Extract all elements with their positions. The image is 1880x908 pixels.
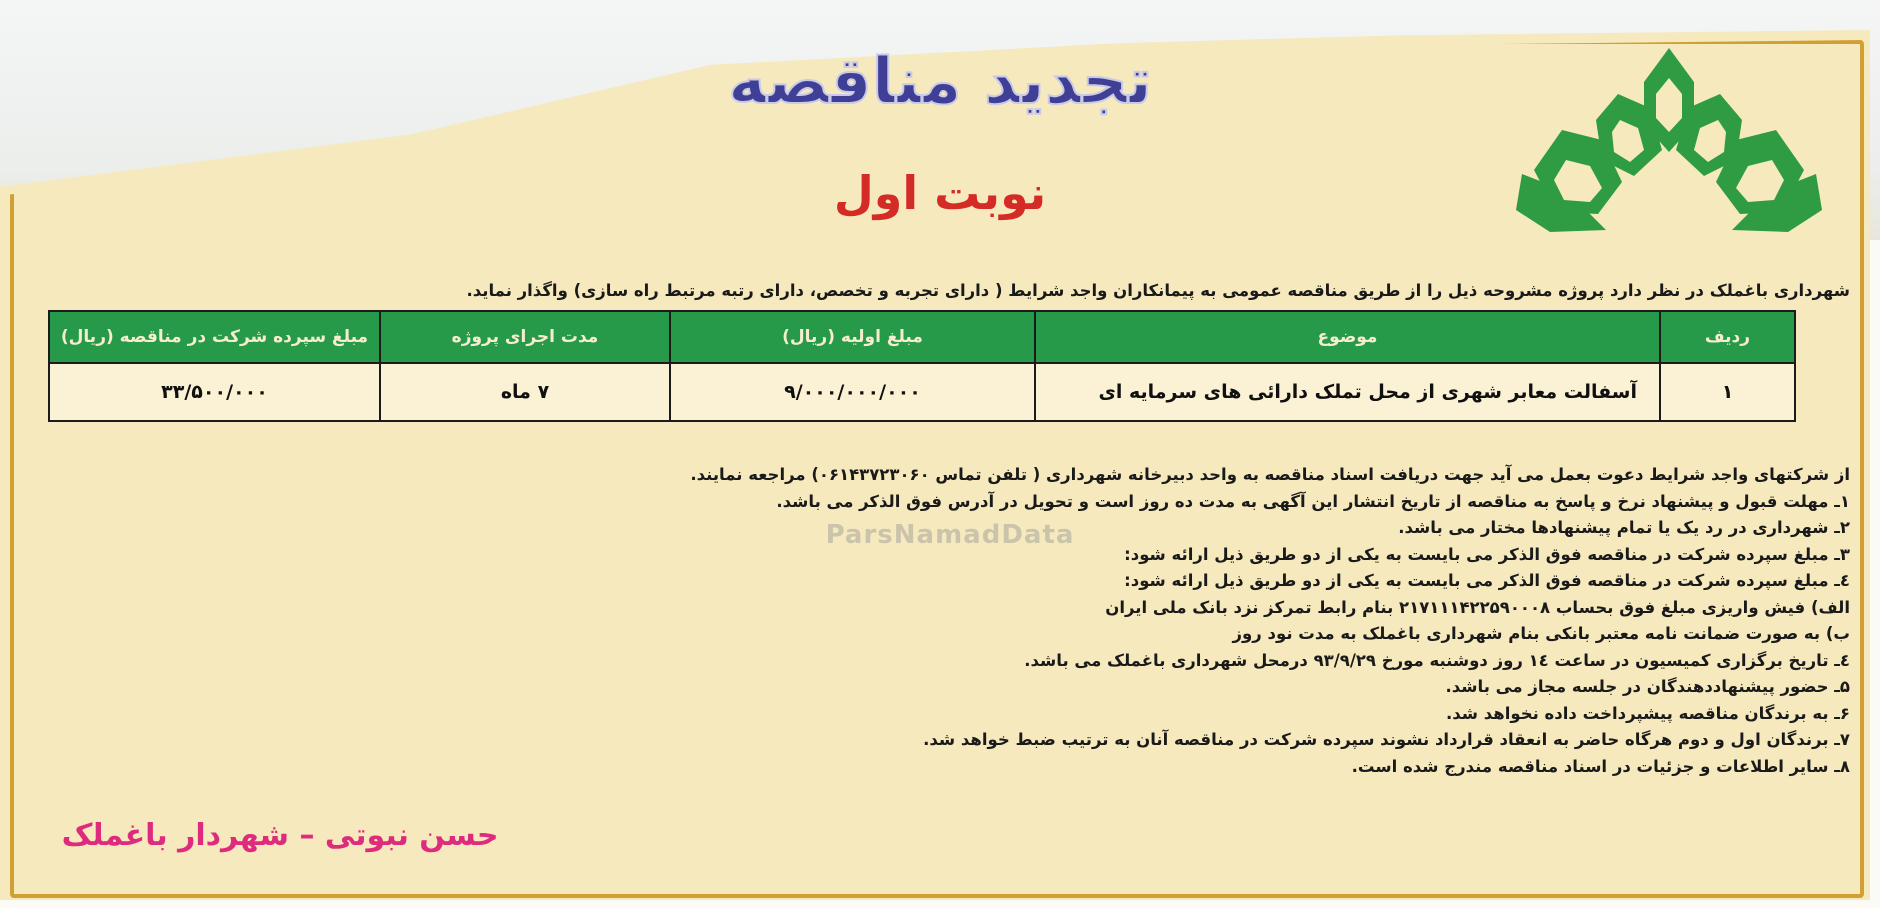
conditions-list (30, 462, 1850, 780)
watermark: ParsNamadData (825, 520, 1075, 550)
header-initial-amount: مبلغ اولیه (ریال) (670, 311, 1035, 363)
condition-line: ٤ـ مبلغ سپرده شرکت در مناقصه فوق الذکر می بایست به یکی از دو طریق ذیل ارائه شود: (1124, 571, 1850, 590)
table-row (49, 363, 1795, 421)
header-subject: موضوع (1035, 311, 1660, 363)
cell-subject: آسفالت معابر شهری از محل تملک دارائی های سرمایه ای (1035, 363, 1660, 421)
condition-line: ۳ـ مبلغ سپرده شرکت در مناقصه فوق الذکر می بایست به یکی از دو طریق ذیل ارائه شود: (1124, 544, 1850, 564)
header-row-no: ردیف (1660, 311, 1795, 363)
condition-line: الف) فیش واریزی مبلغ فوق بحساب ۲۱۷۱۱۱۴۲۲۵۹۰۰۰۸ بنام رابط تمرکز نزد بانک ملی ایران (1105, 597, 1850, 617)
tender-table-header (49, 311, 1795, 363)
condition-line: ۸ـ سایر اطلاعات و جزئیات در اسناد مناقصه مندرج شده است. (1351, 756, 1850, 776)
mayor-signature: حسن نبوتی – شهردار باغملک (61, 818, 499, 853)
cell-row-no: ۱ (1660, 363, 1795, 421)
cell-duration: ۷ ماه (380, 363, 670, 421)
condition-line: از شرکتهای واجد شرایط دعوت بعمل می آید جهت دریافت اسناد مناقصه به واحد دبیرخانه شهرداری ( تلفن تماس ۰۶۱۴۳۷۲۳۰۶۰) مراجعه نمایند. (690, 465, 1850, 484)
header-duration: مدت اجرای پروژه (380, 311, 670, 363)
condition-line: ٤ـ تاریخ برگزاری کمیسیون در ساعت ۱٤ روز دوشنبه مورخ ۹۳/۹/۲۹ درمحل شهرداری باغملک می باشد. (1024, 650, 1850, 670)
header-deposit: مبلغ سپرده شرکت در مناقصه (ریال) (49, 311, 380, 363)
condition-line: ۲ـ شهرداری در رد یک یا تمام پیشنهادها مختار می باشد. (1398, 518, 1850, 537)
condition-line: ۱ـ مهلت قبول و پیشنهاد نرخ و پاسخ به مناقصه از تاریخ انتشار این آگهی به مدت ده روز است و تحویل در آدرس فوق الذکر می باشد. (776, 491, 1850, 511)
notice-intro: شهرداری باغملک در نظر دارد پروژه مشروحه ذیل را از طریق مناقصه عمومی به پیمانکاران واجد شرایط ( دارای تجربه و تخصص، دارای رتبه مرتبط راه سازی) واگذار نماید. (466, 281, 1850, 300)
cell-initial-amount: ۹/۰۰۰/۰۰۰/۰۰۰ (670, 363, 1035, 421)
notice-subtitle: نوبت اول (833, 166, 1047, 220)
notice-title: تجدید مناقصه (728, 45, 1152, 119)
cell-deposit: ۳۳/۵۰۰/۰۰۰ (49, 363, 380, 421)
condition-line: ۷ـ برندگان اول و دوم هرگاه حاضر به انعقاد قرارداد نشوند سپرده شرکت در مناقصه آنان به ترتیب ضبط خواهد شد. (923, 730, 1850, 749)
condition-line: ۵ـ حضور پیشنهاددهندگان در جلسه مجاز می باشد. (1445, 677, 1850, 696)
condition-line: ۶ـ به برندگان مناقصه پیشپرداخت داده نخواهد شد. (1445, 703, 1850, 723)
municipality-leaf-logo-icon (1510, 42, 1828, 234)
condition-line: ب) به صورت ضمانت نامه معتبر بانکی بنام شهرداری باغملک به مدت نود روز (1232, 624, 1850, 643)
tender-table (48, 310, 1796, 422)
